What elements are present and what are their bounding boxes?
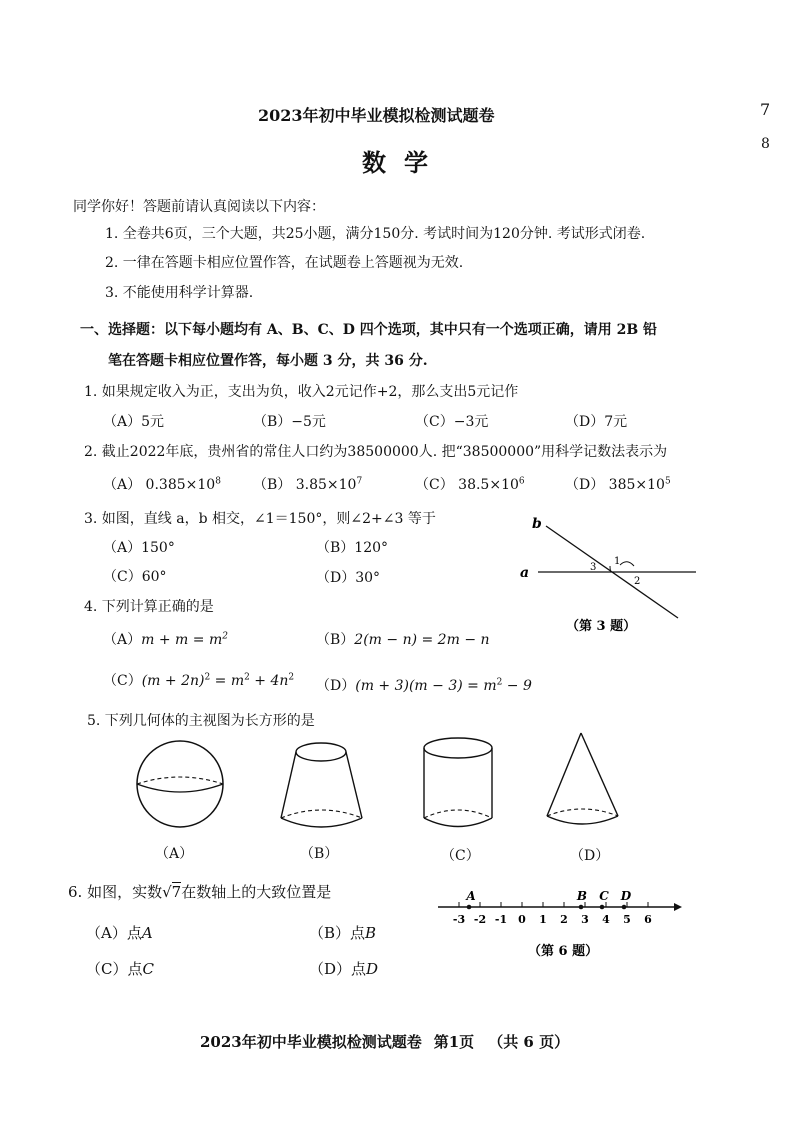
footer-title: 2023年初中毕业模拟检测试题卷 bbox=[200, 1033, 422, 1051]
tick-label: 6 bbox=[644, 913, 652, 926]
frustum-figure bbox=[278, 740, 368, 835]
angle-2-label: 2 bbox=[634, 576, 641, 587]
q5-label-d: （D） bbox=[570, 848, 610, 864]
tick-label: -3 bbox=[452, 913, 466, 926]
subject-title: 数学 bbox=[362, 148, 446, 177]
angle-arc-1 bbox=[620, 562, 634, 566]
q3-figure bbox=[510, 510, 710, 640]
q3-stem: 3. 如图，直线 a，b 相交，∠1＝150°，则∠2+∠3 等于 bbox=[84, 511, 436, 527]
q1-option-a: （A）5元 bbox=[103, 414, 165, 430]
q4-option-b: （B）2(m − n) = 2m − n bbox=[316, 632, 490, 648]
q3-option-c: （C）60° bbox=[103, 569, 167, 585]
q2-option-c: （C） $38.5\times 10^6$ bbox=[415, 476, 525, 493]
angle-arc-3 bbox=[610, 566, 611, 572]
q6-option-c: （C）点C bbox=[86, 960, 154, 978]
footer-total: （共 6 页） bbox=[488, 1033, 570, 1051]
q4-option-d: $(D)(m + 3)(m - 3) = m^2 - 9$ bbox=[316, 677, 532, 694]
tick-label: 5 bbox=[623, 913, 631, 926]
q4-option-c: $(C)(m + 2n)^2 = m^2 + 4n^2$ bbox=[103, 672, 295, 689]
intro-item-3: 3. 不能使用科学计算器. bbox=[105, 285, 254, 301]
intro-heading: 同学你好！答题前请认真阅读以下内容： bbox=[73, 199, 325, 215]
tick-label: 0 bbox=[518, 913, 526, 926]
sphere-figure bbox=[134, 740, 230, 832]
q4-option-a: $(A)m + m = m^2$ bbox=[103, 631, 228, 648]
q1-option-c: （C）−3元 bbox=[415, 414, 489, 430]
point-label-c: C bbox=[599, 889, 609, 903]
tick-label: -1 bbox=[494, 913, 508, 926]
point-label-a: A bbox=[466, 889, 476, 903]
q6-option-b: （B）点B bbox=[309, 924, 377, 942]
q6-stem: 6. 如图，实数√7在数轴上的大致位置是 bbox=[68, 883, 332, 901]
q2-stem: 2. 截止2022年底，贵州省的常住人口约为38500000人. 把“38500000”用科学记数法表示为 bbox=[84, 444, 668, 460]
q2-option-d: （D） $385\times 10^5$ bbox=[565, 476, 671, 493]
tick-label: 2 bbox=[560, 913, 568, 926]
cylinder-figure bbox=[420, 735, 500, 835]
angle-3-label: 3 bbox=[590, 562, 597, 573]
sqrt-symbol: √ bbox=[162, 883, 172, 901]
q3-option-a: （A）150° bbox=[103, 540, 175, 556]
q1-option-d: （D）7元 bbox=[565, 414, 628, 430]
footer bbox=[200, 1031, 569, 1052]
q5-label-a: （A） bbox=[155, 846, 194, 862]
intro-item-1: 1. 全卷共6页，三个大题，共25小题，满分150分. 考试时间为120分钟. 考试形式闭卷. bbox=[105, 226, 646, 242]
q5-label-c: （C） bbox=[441, 848, 480, 864]
q2-option-b: （B） $3.85\times 10^7$ bbox=[253, 476, 363, 493]
q6-caption: （第 6 题） bbox=[528, 944, 599, 959]
sqrt-radicand: 7 bbox=[171, 883, 182, 901]
section1-line1: 一、选择题：以下每小题均有 A、B、C、D 四个选项，其中只有一个选项正确，请用 2B 铅 bbox=[80, 322, 658, 338]
q5-stem: 5. 下列几何体的主视图为长方形的是 bbox=[87, 713, 315, 729]
label-b: b bbox=[532, 516, 542, 532]
intro-item-2: 2. 一律在答题卡相应位置作答，在试题卷上答题视为无效. bbox=[105, 255, 464, 271]
tick-label: 4 bbox=[602, 913, 610, 926]
q4-stem: 4. 下列计算正确的是 bbox=[84, 599, 214, 615]
footer-page: 第1页 bbox=[433, 1033, 475, 1051]
tick-label: 3 bbox=[581, 913, 589, 926]
q6-option-d: （D）点D bbox=[309, 960, 379, 978]
q6-number-line bbox=[430, 885, 690, 965]
label-a: a bbox=[520, 565, 530, 581]
q3-option-b: （B）120° bbox=[316, 540, 389, 556]
q5-label-b: （B） bbox=[300, 846, 339, 862]
section1-line2: 笔在答题卡相应位置作答，每小题 3 分，共 36 分. bbox=[108, 353, 428, 369]
point-label-d: D bbox=[620, 889, 632, 903]
q1-stem: 1. 如果规定收入为正，支出为负，收入2元记作+2，那么支出5元记作 bbox=[84, 384, 519, 400]
q3-option-d: （D）30° bbox=[316, 570, 381, 586]
q6-option-a: （A）点A bbox=[86, 924, 153, 942]
angle-1-label: 1 bbox=[614, 556, 621, 567]
tick-label: 1 bbox=[539, 913, 547, 926]
page-title: 2023年初中毕业模拟检测试题卷 bbox=[258, 106, 495, 125]
margin-mark-2: 8 bbox=[761, 136, 770, 152]
q2-option-a: （A） $0.385\times 10^8$ bbox=[103, 476, 221, 493]
q1-option-b: （B）−5元 bbox=[253, 414, 326, 430]
tick-label: -2 bbox=[473, 913, 487, 926]
margin-mark-1: 7 bbox=[760, 100, 771, 119]
cone-figure bbox=[544, 730, 624, 835]
point-label-b: B bbox=[576, 889, 588, 903]
q3-caption: （第 3 题） bbox=[566, 619, 637, 634]
tick-marks bbox=[459, 902, 648, 907]
